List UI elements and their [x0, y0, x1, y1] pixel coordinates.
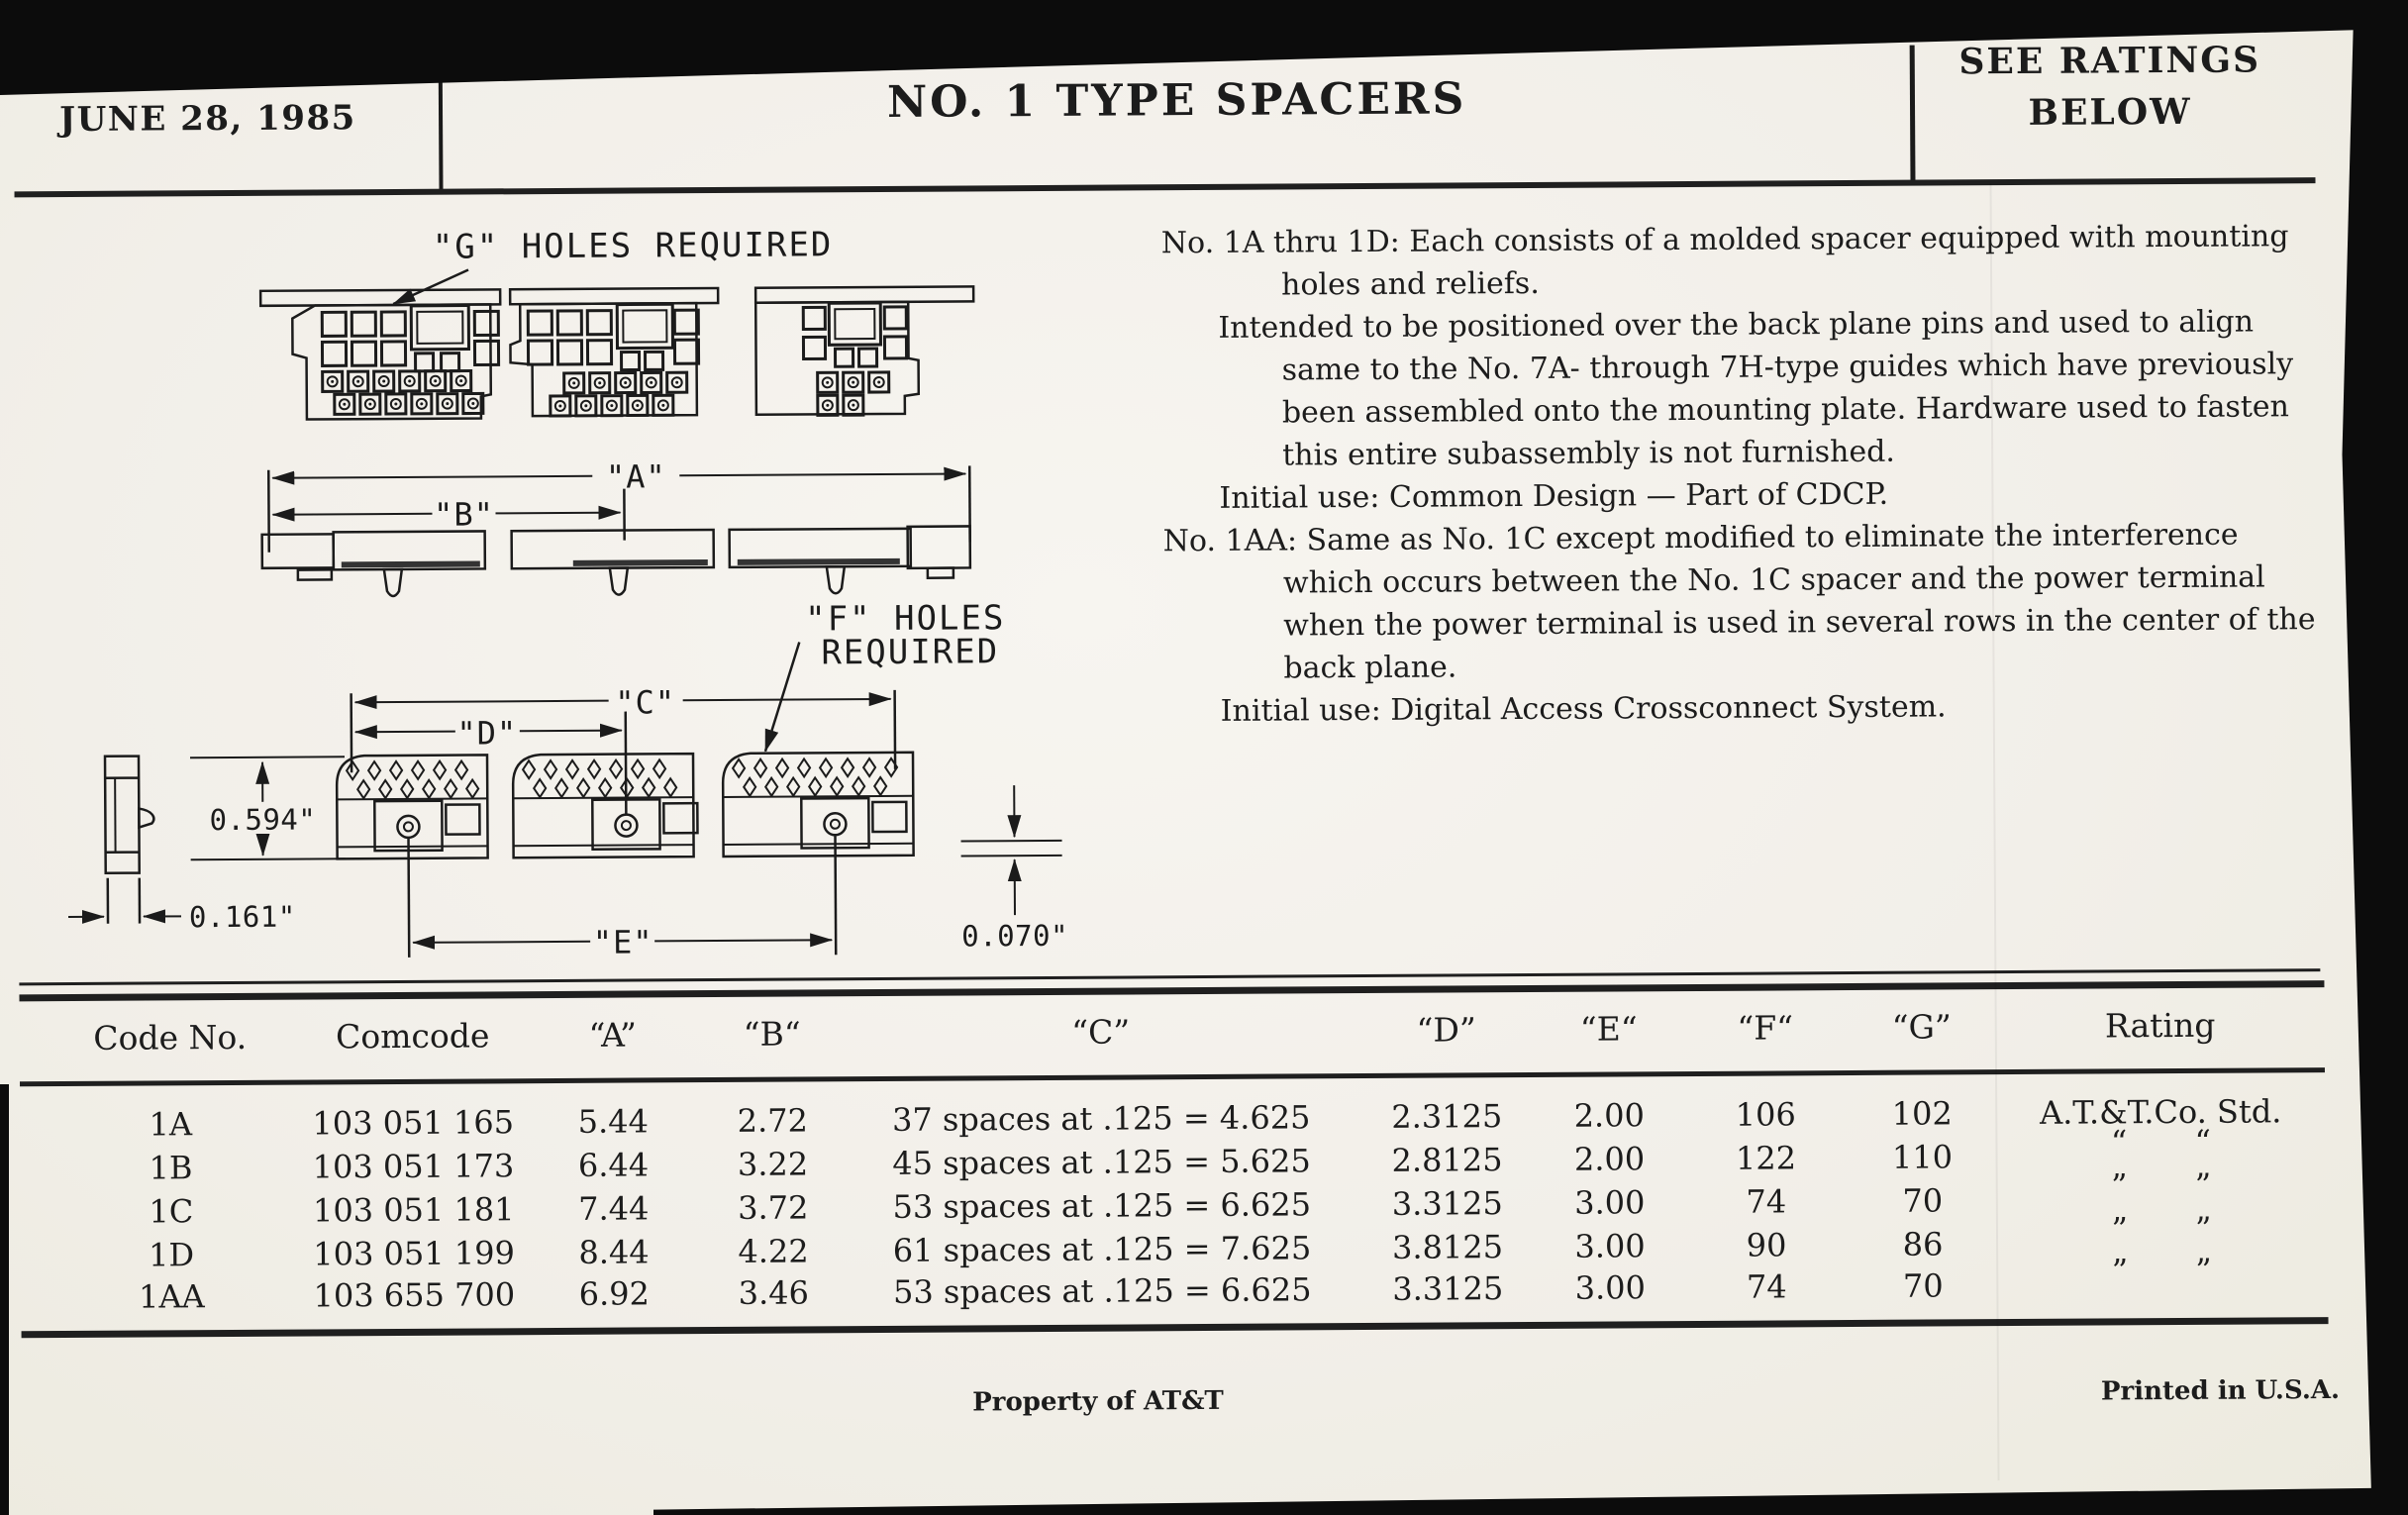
table-cell: “ “ [2110, 1122, 2211, 1162]
col-header-b: “B“ [743, 1014, 801, 1054]
col-header-rating: Rating [2104, 1005, 2216, 1046]
dim-d-label: "D" [456, 714, 518, 753]
table-cell: 1A [149, 1105, 193, 1144]
table-cell: 3.00 [1574, 1227, 1646, 1265]
dim-b-label: "B" [434, 495, 495, 534]
ratings-note-line1: SEE RATINGS [1958, 39, 2261, 83]
col-header-g: “G” [1891, 1007, 1952, 1047]
f-holes-leader-arrow [764, 642, 800, 751]
table-cell: 3.00 [1574, 1268, 1647, 1307]
col-header-c: “C” [1071, 1012, 1131, 1052]
dim-0161-label: 0.161" [188, 899, 296, 935]
table-cell: 2.00 [1573, 1140, 1646, 1178]
col-header-code: Code No. [93, 1017, 248, 1058]
description-line: which occurs between the No. 1C spacer and the power terminal [1282, 559, 2265, 601]
table-cell: ” ” [2111, 1165, 2212, 1205]
description-line: back plane. [1283, 650, 1457, 686]
table-cell: 6.44 [577, 1146, 650, 1184]
table-cell: 70 [1902, 1181, 1944, 1220]
table-cell: 103 051 165 [312, 1103, 515, 1143]
table-cell: ” ” [2111, 1251, 2212, 1290]
dim-c-label: "C" [615, 683, 676, 722]
scan-border-left [0, 1084, 9, 1515]
table-header-rule [20, 1067, 2325, 1086]
col-header-d: “D” [1416, 1010, 1476, 1050]
description-line: same to the No. 7A- through 7H-type guides which have previously [1281, 347, 2294, 388]
col-header-e: “E“ [1579, 1009, 1638, 1049]
g-holes-panels [260, 286, 974, 419]
table-cell: 102 [1891, 1094, 1953, 1133]
end-view [105, 756, 154, 872]
property-notice: Property of AT&T [972, 1385, 1224, 1418]
table-cell: 3.46 [738, 1273, 810, 1312]
description-line: Initial use: Common Design — Part of CDCP. [1219, 476, 1889, 516]
g-holes-label: "G" HOLES REQUIRED [432, 225, 834, 267]
g-holes-leader-arrow [393, 270, 468, 304]
table-cell: 2.72 [737, 1101, 809, 1140]
table-cell: 103 051 199 [313, 1234, 515, 1273]
description-line: Intended to be positioned over the back plane pins and used to align [1218, 304, 2255, 346]
table-cell: 61 spaces at .125 = 7.625 [892, 1229, 1312, 1269]
table-cell: 1AA [138, 1277, 205, 1316]
table-cell: 1B [149, 1149, 193, 1187]
table-cell: 74 [1746, 1267, 1787, 1306]
table-header-row [2, 1005, 2408, 1063]
table-cell: 3.3125 [1391, 1184, 1503, 1223]
table-cell: 3.3125 [1392, 1269, 1504, 1308]
table-cell: 110 [1891, 1138, 1954, 1176]
printed-notice: Printed in U.S.A. [2100, 1375, 2341, 1407]
dim-0070-label: 0.070" [961, 918, 1069, 954]
table-cell: 2.3125 [1391, 1097, 1503, 1136]
table-cell: 103 655 700 [313, 1275, 516, 1315]
table-cell: 2.8125 [1391, 1141, 1503, 1179]
table-cell: 70 [1902, 1266, 1944, 1305]
description-line: when the power terminal is used in several rows in the center of the [1283, 602, 2316, 644]
dim-a-label: "A" [605, 457, 666, 496]
col-header-f: “F“ [1737, 1008, 1794, 1048]
description-line: holes and reliefs. [1281, 265, 1540, 303]
table-cell: 106 [1735, 1095, 1796, 1134]
table-bottom-rule [22, 1317, 2329, 1338]
description-line: this entire subassembly is not furnished. [1282, 434, 1896, 473]
table-cell: A.T.&T.Co. Std. [2039, 1092, 2282, 1132]
table-cell: 1C [149, 1192, 194, 1231]
description-line: No. 1A thru 1D: Each consists of a molded spacer equipped with mounting [1160, 219, 2289, 261]
ratings-note-line2: BELOW [2028, 90, 2192, 134]
description-line: been assembled onto the mounting plate. Hardware used to fasten [1281, 389, 2290, 431]
table-cell: 90 [1746, 1226, 1787, 1264]
dim-0594-label: 0.594" [209, 802, 317, 838]
f-holes-label-line2: REQUIRED [821, 632, 1000, 673]
table-cell: 103 051 173 [312, 1147, 515, 1186]
table-cell: 37 spaces at .125 = 4.625 [891, 1098, 1311, 1139]
table-cell: 8.44 [578, 1233, 650, 1271]
issue-date: JUNE 28, 1985 [58, 98, 356, 141]
f-holes-label-line1: "F" HOLES [805, 598, 1006, 640]
table-cell: 5.44 [577, 1102, 650, 1141]
table-cell: 86 [1902, 1225, 1944, 1263]
table-cell: ” ” [2111, 1209, 2212, 1249]
table-cell: 3.22 [737, 1145, 809, 1183]
col-header-comcode: Comcode [335, 1016, 490, 1057]
description-line: No. 1AA: Same as No. 1C except modified to eliminate the interference [1162, 517, 2239, 559]
side-view-bars [262, 526, 970, 596]
header-divider-right [1910, 46, 1916, 184]
page-title: NO. 1 TYPE SPACERS [886, 73, 1467, 128]
table-cell: 103 051 181 [312, 1190, 515, 1230]
table-cell: 53 spaces at .125 = 6.625 [892, 1185, 1312, 1226]
table-cell: 3.72 [738, 1188, 809, 1227]
table-cell: 74 [1746, 1182, 1787, 1221]
table-cell: 3.8125 [1391, 1228, 1504, 1266]
table-cell: 122 [1735, 1139, 1797, 1177]
dim-e-label: "E" [592, 923, 653, 961]
table-cell: 6.92 [578, 1274, 651, 1313]
table-cell: 4.22 [738, 1232, 809, 1270]
description-block [1161, 215, 2367, 733]
technical-drawing [37, 188, 1131, 997]
table-cell: 53 spaces at .125 = 6.625 [892, 1270, 1312, 1311]
table-cell: 2.00 [1573, 1096, 1645, 1135]
table-cell: 45 spaces at .125 = 5.625 [892, 1142, 1311, 1182]
description-line: Initial use: Digital Access Crossconnect System. [1220, 689, 1947, 729]
table-cell: 1D [148, 1236, 195, 1274]
table-cell: 7.44 [578, 1189, 650, 1228]
table-cell: 3.00 [1574, 1183, 1646, 1222]
col-header-a: “A” [588, 1015, 638, 1055]
